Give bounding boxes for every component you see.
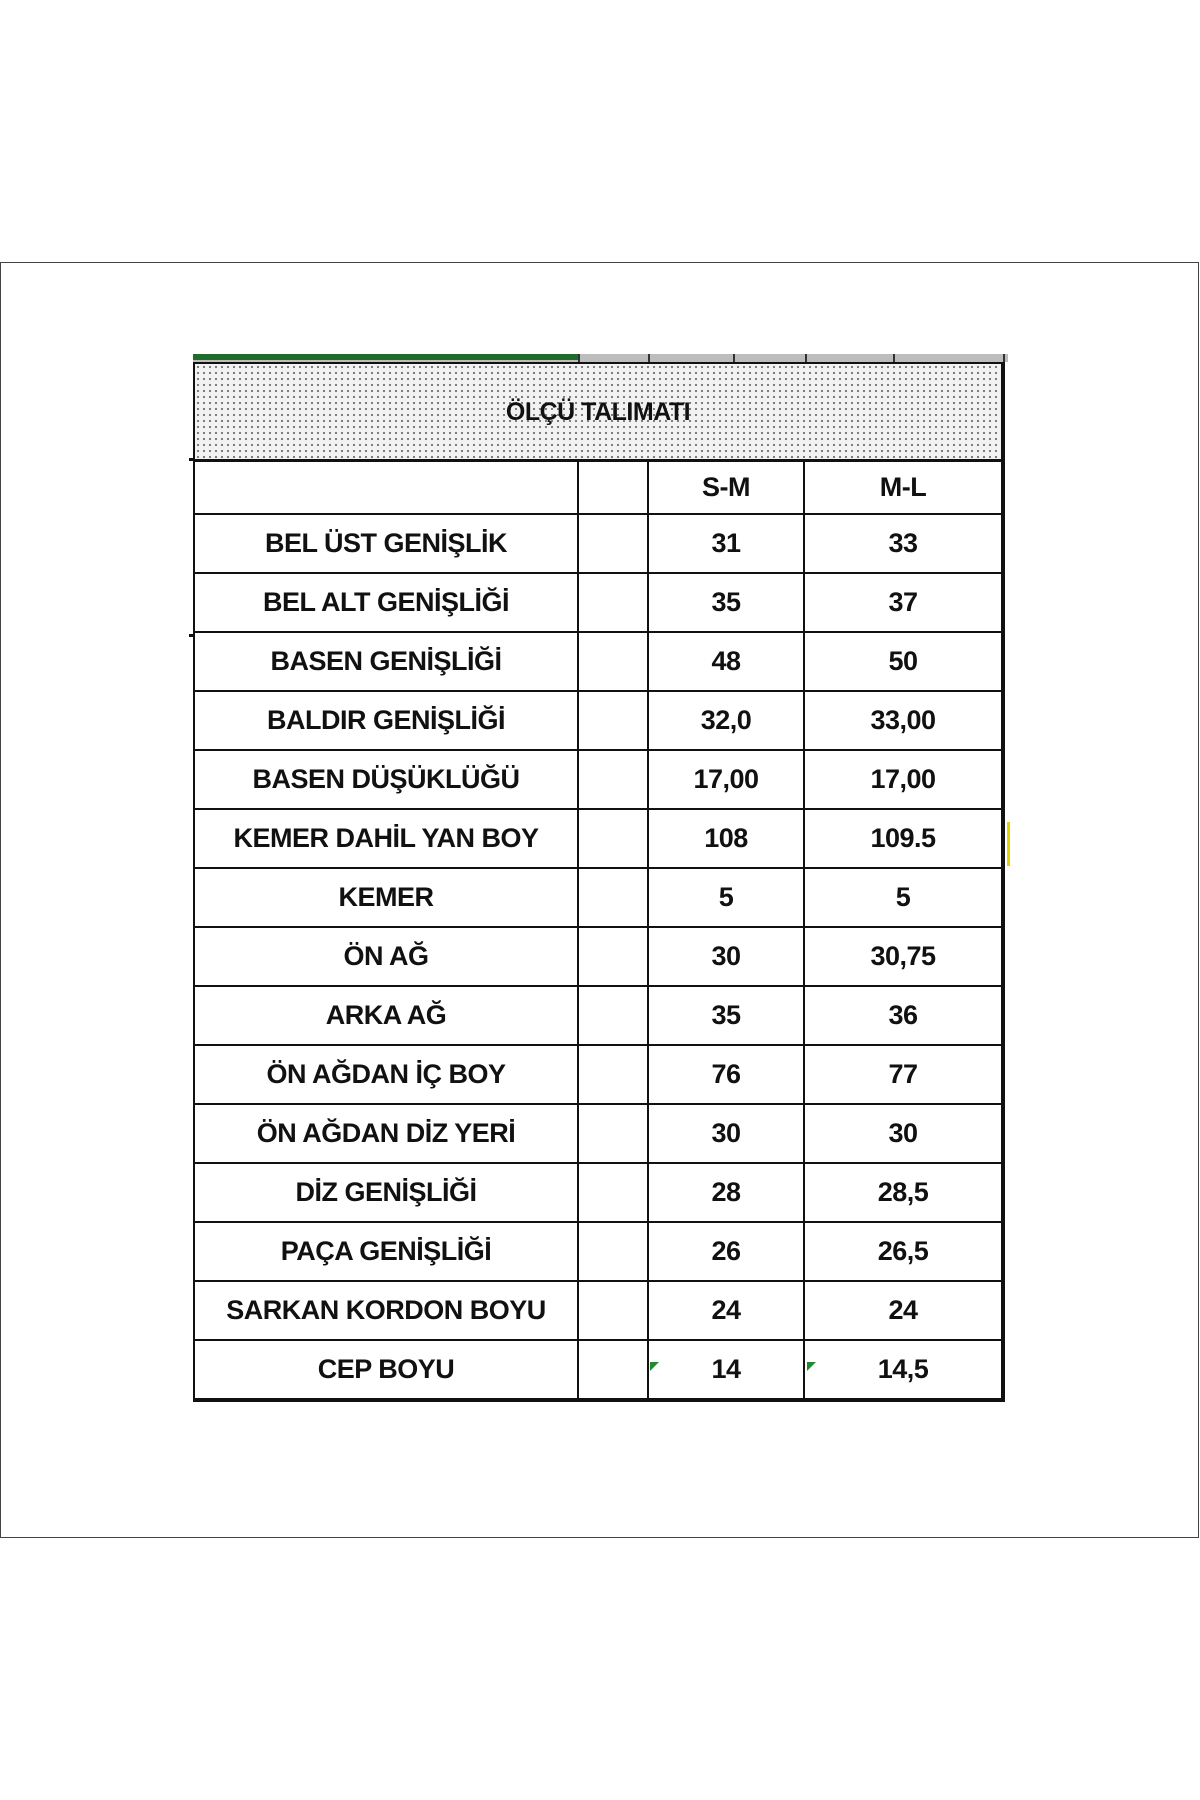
value-sm: 76	[648, 1045, 804, 1104]
value-sm: 14	[648, 1340, 804, 1400]
measurement-label: ÖN AĞDAN DİZ YERİ	[194, 1104, 578, 1163]
value-ml: 30,75	[804, 927, 1003, 986]
value-sm: 31	[648, 514, 804, 573]
value-ml: 33	[804, 514, 1003, 573]
table-row	[194, 927, 1003, 986]
value-ml: 30	[804, 1104, 1003, 1163]
value-ml: 24	[804, 1281, 1003, 1340]
value-sm: 35	[648, 573, 804, 632]
table-row	[194, 1222, 1003, 1281]
row-edge-mark	[189, 458, 195, 461]
column-divider	[648, 354, 650, 362]
value-ml: 26,5	[804, 1222, 1003, 1281]
cell-comment-indicator	[807, 1362, 816, 1371]
table-row	[194, 750, 1003, 809]
table-row	[194, 986, 1003, 1045]
value-sm: 108	[648, 809, 804, 868]
table-title: ÖLÇÜ TALIMATI	[505, 398, 691, 426]
header-size-sm: S-M	[648, 461, 804, 515]
value-sm: 17,00	[648, 750, 804, 809]
value-sm: 5	[648, 868, 804, 927]
table-row	[194, 573, 1003, 632]
value-ml: 33,00	[804, 691, 1003, 750]
column-divider	[733, 354, 735, 362]
value-ml: 50	[804, 632, 1003, 691]
value-sm: 30	[648, 927, 804, 986]
title-cell	[194, 363, 1003, 461]
empty-cell	[578, 1222, 648, 1281]
measurement-label: BASEN DÜŞÜKLÜĞÜ	[194, 750, 578, 809]
header-label-cell	[194, 461, 578, 515]
title-row	[194, 363, 1003, 461]
empty-cell	[578, 632, 648, 691]
table-row	[194, 1104, 1003, 1163]
spreadsheet-top-strip	[193, 354, 1008, 362]
empty-cell	[578, 986, 648, 1045]
empty-cell	[578, 1163, 648, 1222]
table-row	[194, 1163, 1003, 1222]
value-sm: 30	[648, 1104, 804, 1163]
column-divider	[1003, 354, 1005, 362]
empty-cell	[578, 1104, 648, 1163]
empty-cell	[578, 691, 648, 750]
cell-selection-marker	[1007, 822, 1010, 866]
measurement-label: CEP BOYU	[194, 1340, 578, 1400]
table-row	[194, 514, 1003, 573]
header-row	[194, 461, 1003, 515]
column-divider	[805, 354, 807, 362]
measurement-label: KEMER	[194, 868, 578, 927]
table-row	[194, 1281, 1003, 1340]
value-ml: 109.5	[804, 809, 1003, 868]
empty-cell	[578, 868, 648, 927]
cell-comment-indicator	[650, 1362, 659, 1371]
measurement-label: BEL ÜST GENİŞLİK	[194, 514, 578, 573]
measurement-label: PAÇA GENİŞLİĞİ	[194, 1222, 578, 1281]
measurement-label: DİZ GENİŞLİĞİ	[194, 1163, 578, 1222]
table-row	[194, 1045, 1003, 1104]
size-measurement-table	[193, 362, 1005, 1402]
header-empty-cell	[578, 461, 648, 515]
column-divider	[578, 354, 580, 362]
empty-cell	[578, 750, 648, 809]
measurement-label: KEMER DAHİL YAN BOY	[194, 809, 578, 868]
empty-cell	[578, 1340, 648, 1400]
value-sm: 24	[648, 1281, 804, 1340]
row-edge-mark	[189, 634, 195, 637]
table-row	[194, 1340, 1003, 1400]
value-ml: 28,5	[804, 1163, 1003, 1222]
empty-cell	[578, 1045, 648, 1104]
empty-cell	[578, 1281, 648, 1340]
value-ml: 5	[804, 868, 1003, 927]
measurement-label: ÖN AĞ	[194, 927, 578, 986]
value-sm: 32,0	[648, 691, 804, 750]
empty-cell	[578, 514, 648, 573]
selected-column-indicator	[193, 354, 578, 360]
measurement-label: BASEN GENİŞLİĞİ	[194, 632, 578, 691]
table-row	[194, 691, 1003, 750]
header-size-ml: M-L	[804, 461, 1003, 515]
value-ml: 36	[804, 986, 1003, 1045]
value-ml: 37	[804, 573, 1003, 632]
column-divider	[893, 354, 895, 362]
table-row	[194, 868, 1003, 927]
value-ml: 14,5	[804, 1340, 1003, 1400]
value-sm: 26	[648, 1222, 804, 1281]
table-row	[194, 632, 1003, 691]
value-sm: 28	[648, 1163, 804, 1222]
table-row	[194, 809, 1003, 868]
empty-cell	[578, 573, 648, 632]
empty-cell	[578, 809, 648, 868]
value-sm: 48	[648, 632, 804, 691]
measurement-label: ÖN AĞDAN İÇ BOY	[194, 1045, 578, 1104]
value-ml: 17,00	[804, 750, 1003, 809]
measurement-label: SARKAN KORDON BOYU	[194, 1281, 578, 1340]
value-ml: 77	[804, 1045, 1003, 1104]
measurement-label: BALDIR GENİŞLİĞİ	[194, 691, 578, 750]
measurement-label: ARKA AĞ	[194, 986, 578, 1045]
empty-cell	[578, 927, 648, 986]
measurement-label: BEL ALT GENİŞLİĞİ	[194, 573, 578, 632]
value-sm: 35	[648, 986, 804, 1045]
